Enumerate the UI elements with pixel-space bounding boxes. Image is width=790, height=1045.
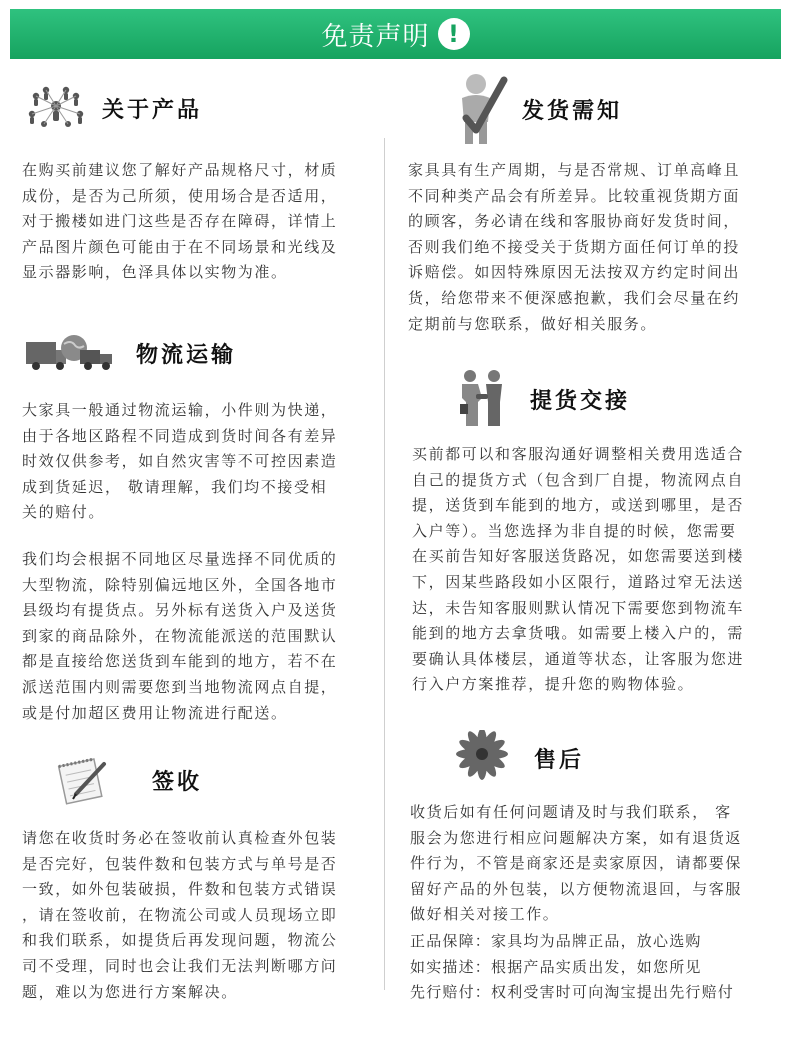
section-title-pickup: 提货交接 bbox=[530, 388, 631, 414]
section-header-aftersales bbox=[452, 730, 584, 786]
text-line: 我们均会根据不同地区尽量选择不同优质的 bbox=[22, 550, 338, 568]
text-line: 到家的商品除外，在物流能派送的范围默认 bbox=[22, 626, 338, 645]
text-line: 服会为您进行相应问题解决方案，如有退货返 bbox=[410, 828, 743, 847]
text-line: 派送范围内则需要您到当地物流网点自提， bbox=[22, 677, 338, 696]
section-title-products: 关于产品 bbox=[102, 97, 203, 123]
text-line: 买前都可以和客服沟通好调整相关费用选适合 bbox=[412, 445, 745, 463]
text-line: 产品图片颜色可能由于在不同场景和光线及 bbox=[22, 237, 338, 256]
section-header-logistics bbox=[24, 332, 236, 374]
text-line: 自己的提货方式（包含到厂自提，物流网点自 bbox=[412, 470, 745, 489]
text-line: 和我们联系，如提货后再发现问题，物流公 bbox=[22, 931, 338, 950]
text-line: 否则我们绝不接受关于货期方面任何订单的投 bbox=[408, 237, 741, 256]
text-line: 的顾客，务必请在线和客服协商好发货时间， bbox=[408, 212, 741, 231]
aftersales-text bbox=[410, 800, 742, 928]
pickup-text bbox=[412, 442, 744, 698]
text-line: 题，难以为您进行方案解决。 bbox=[22, 982, 238, 1001]
text-line: 一致，如外包装破损，件数和包装方式错误 bbox=[22, 880, 338, 899]
guarantee-item: 先行赔付：权利受害时可向淘宝提出先行赔付 bbox=[410, 983, 735, 1002]
section-header-sign bbox=[54, 754, 202, 806]
text-line: 不同种类产品会有所差异。比较重视货期方面 bbox=[408, 186, 741, 205]
text-line: 成份，是否为己所须，使用场合是否适用， bbox=[22, 186, 338, 205]
text-line: 是否完好，包装件数和包装方式与单号是否 bbox=[22, 854, 338, 873]
text-line: 货，给您带来不便深感抱歉，我们会尽量在约 bbox=[408, 288, 741, 307]
text-line: 件行为，不管是商家还是卖家原因，请都要保 bbox=[410, 854, 743, 873]
text-line: 在买前告知好客服送货路况，如您需要送到楼 bbox=[412, 547, 745, 566]
shipping-text bbox=[408, 158, 740, 337]
logistics-text-2 bbox=[22, 547, 337, 726]
text-line: 由于各地区路程不同造成到货时间各有差异 bbox=[22, 426, 338, 445]
text-line: 收货后如有任何问题请及时与我们联系， 客 bbox=[410, 803, 732, 821]
handshake-icon bbox=[456, 368, 508, 430]
text-line: 成到货延迟， 敬请理解，我们均不接受相 bbox=[22, 477, 328, 496]
text-line: 提，送货到车能到的地方，或送到哪里，是否 bbox=[412, 496, 745, 515]
text-line: 大型物流，除特别偏远地区外，全国各地市 bbox=[22, 575, 338, 594]
text-line: 定期前与您联系，做好相关服务。 bbox=[408, 314, 658, 333]
text-line: 请您在收货时务必在签收前认真检查外包装 bbox=[22, 829, 338, 847]
text-line: 时效仅供参考，如自然灾害等不可控因素造 bbox=[22, 452, 338, 471]
section-header-products bbox=[24, 84, 202, 132]
text-line: 司不受理，同时也会让我们无法判断哪方问 bbox=[22, 956, 338, 975]
text-line: 在购买前建议您了解好产品规格尺寸，材质 bbox=[22, 161, 338, 179]
section-header-shipping bbox=[452, 70, 622, 148]
text-line: 留好产品的外包装，以方便物流退回，与客服 bbox=[410, 879, 743, 898]
exclamation-icon: ! bbox=[438, 18, 470, 50]
text-line: 对于搬楼如进门这些是否存在障碍，详情上 bbox=[22, 212, 338, 231]
text-line: 关的赔付。 bbox=[22, 503, 106, 522]
person-checkmark-icon bbox=[452, 70, 508, 148]
column-divider bbox=[384, 138, 385, 990]
section-title-sign: 签收 bbox=[152, 769, 203, 795]
text-line: 都是直接给您送货到车能到的地方，若不在 bbox=[22, 652, 338, 671]
notepad-pen-icon bbox=[54, 754, 110, 806]
section-title-shipping: 发货需知 bbox=[522, 98, 623, 124]
disclaimer-banner bbox=[10, 9, 781, 59]
section-title-aftersales: 售后 bbox=[534, 747, 585, 773]
banner-title: 免责声明 bbox=[321, 21, 430, 52]
text-line: 做好相关对接工作。 bbox=[410, 905, 560, 924]
text-line: 县级均有提货点。另外标有送货入户及送货 bbox=[22, 601, 338, 620]
section-title-logistics: 物流运输 bbox=[136, 342, 237, 368]
sign-text bbox=[22, 826, 337, 1005]
text-line: 家具具有生产周期，与是否常规、订单高峰且 bbox=[408, 161, 741, 179]
logistics-text-1 bbox=[22, 398, 337, 526]
text-line: 下，因某些路段如小区限行，道路过窄无法送 bbox=[412, 572, 745, 591]
text-line: ，请在签收前，在物流公司或人员现场立即 bbox=[22, 905, 338, 924]
text-line: 显示器影响，色泽具体以实物为准。 bbox=[22, 263, 288, 282]
guarantees-list bbox=[410, 929, 734, 1006]
text-line: 能到的地方去拿货哦。如需要上楼入户的，需 bbox=[412, 624, 745, 643]
people-network-icon bbox=[24, 84, 88, 132]
section-header-pickup bbox=[456, 368, 630, 430]
products-text bbox=[22, 158, 337, 286]
text-line: 大家具一般通过物流运输，小件则为快递， bbox=[22, 401, 338, 419]
trucks-globe-icon bbox=[24, 332, 116, 374]
guarantee-item: 正品保障：家具均为品牌正品，放心选购 bbox=[410, 932, 702, 950]
text-line: 诉赔偿。如因特殊原因无法按双方约定时间出 bbox=[408, 263, 741, 282]
text-line: 入户等）。当您选择为非自提的时候，您需要 bbox=[412, 521, 737, 540]
text-line: 行入户方案推荐，提升您的购物体验。 bbox=[412, 675, 695, 694]
text-line: 要确认具体楼层，通道等状态，让客服为您进 bbox=[412, 649, 745, 668]
flower-icon bbox=[452, 730, 512, 786]
text-line: 或是付加超区费用让物流进行配送。 bbox=[22, 703, 288, 722]
text-line: 达，未告知客服则默认情况下需要您到物流车 bbox=[412, 598, 745, 617]
guarantee-item: 如实描述：根据产品实质出发，如您所见 bbox=[410, 957, 702, 976]
